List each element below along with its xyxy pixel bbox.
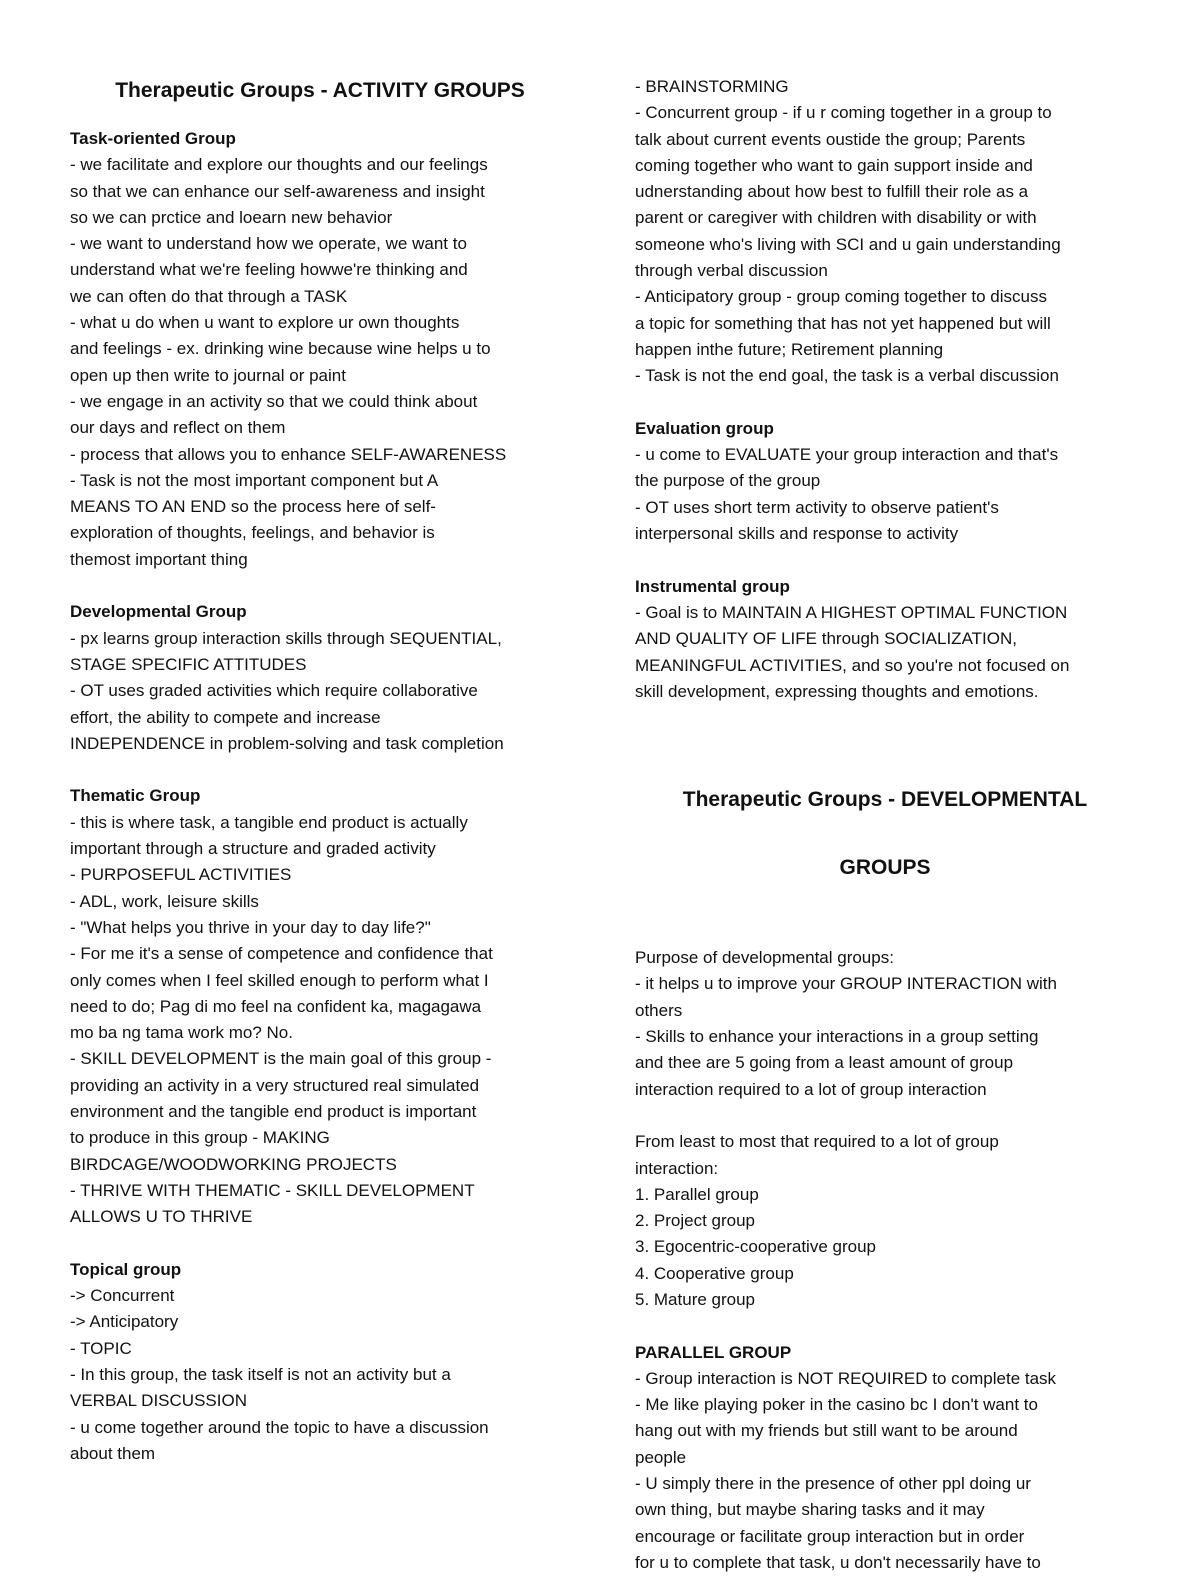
text-line: From least to most that required to a lot of group <box>635 1132 999 1152</box>
text-line: - Me like playing poker in the casino bc I don't want to <box>635 1395 1038 1415</box>
list-item: 4. Cooperative group <box>635 1263 794 1283</box>
text-line: the purpose of the group <box>635 471 821 491</box>
text-line: - this is where task, a tangible end product is actually <box>70 812 468 832</box>
paragraph-gap <box>635 1313 1135 1339</box>
section-topical <box>70 1257 570 1467</box>
section-task-oriented <box>70 126 570 573</box>
text-line: - In this group, the task itself is not an activity but a <box>70 1364 451 1384</box>
text-line: - px learns group interaction skills through SEQUENTIAL, <box>70 628 502 648</box>
paragraph-gap <box>70 573 570 599</box>
section-heading: PARALLEL GROUP <box>635 1342 792 1362</box>
page-title: Therapeutic Groups - ACTIVITY GROUPS <box>115 79 525 102</box>
text-line: - Group interaction is NOT REQUIRED to complete task <box>635 1368 1057 1388</box>
text-line: skill development, expressing thoughts and emotions. <box>635 681 1039 701</box>
text-line: - process that allows you to enhance SELF-AWARENESS <box>70 444 507 464</box>
text-line: - "What helps you thrive in your day to day life?" <box>70 917 431 937</box>
text-line: so we can prctice and loearn new behavior <box>70 207 393 227</box>
text-line: - we facilitate and explore our thoughts and our feelings <box>70 155 488 175</box>
section-heading: Developmental Group <box>70 602 247 622</box>
text-line: - PURPOSEFUL ACTIVITIES <box>70 865 292 885</box>
section-heading: Evaluation group <box>635 418 774 438</box>
text-line: our days and reflect on them <box>70 418 286 438</box>
text-line: AND QUALITY OF LIFE through SOCIALIZATION, <box>635 629 1017 649</box>
section-title <box>635 749 1135 919</box>
section-parallel <box>635 1340 1135 1576</box>
text-line: through verbal discussion <box>635 261 828 281</box>
section-developmental <box>70 599 570 757</box>
section-title-line: GROUPS <box>839 856 931 880</box>
text-line: ALLOWS U TO THRIVE <box>70 1207 253 1227</box>
text-line: exploration of thoughts, feelings, and behavior is <box>70 523 435 543</box>
text-line: only comes when I feel skilled enough to perform what I <box>70 970 489 990</box>
text-line: - THRIVE WITH THEMATIC - SKILL DEVELOPMENT <box>70 1180 475 1200</box>
paragraph-gap <box>635 705 1135 749</box>
continuation-block <box>635 74 1135 390</box>
text-line: mo ba ng tama work mo? No. <box>70 1023 293 1043</box>
text-line: - what u do when u want to explore ur own thoughts <box>70 313 460 333</box>
text-line: STAGE SPECIFIC ATTITUDES <box>70 654 307 674</box>
text-line: people <box>635 1447 687 1467</box>
text-line: -> Anticipatory <box>70 1312 179 1332</box>
text-line: - TOPIC <box>70 1338 132 1358</box>
text-line: need to do; Pag di mo feel na confident ka, magagawa <box>70 996 482 1016</box>
text-line: understand what we're feeling howwe're thinking and <box>70 260 468 280</box>
text-line: open up then write to journal or paint <box>70 365 346 385</box>
text-line: hang out with my friends but still want to be around <box>635 1421 1018 1441</box>
text-line: - U simply there in the presence of other ppl doing ur <box>635 1474 1031 1494</box>
paragraph-gap <box>635 547 1135 573</box>
paragraph-gap <box>635 390 1135 416</box>
section-heading: Instrumental group <box>635 576 790 596</box>
section-title-line: Therapeutic Groups - DEVELOPMENTAL <box>682 788 1088 812</box>
section-heading: Topical group <box>70 1259 182 1279</box>
text-line: parent or caregiver with children with disability or with <box>635 208 1037 228</box>
text-line: VERBAL DISCUSSION <box>70 1391 247 1411</box>
section-heading: Task-oriented Group <box>70 129 236 148</box>
text-line: providing an activity in a very structured real simulated <box>70 1075 480 1095</box>
text-line: environment and the tangible end product is important <box>70 1101 477 1121</box>
text-line: INDEPENDENCE in problem-solving and task completion <box>70 733 504 753</box>
text-line: important through a structure and graded activity <box>70 839 436 859</box>
text-line: own thing, but maybe sharing tasks and it may <box>635 1500 985 1520</box>
section-instrumental <box>635 574 1135 705</box>
text-line: - OT uses graded activities which require collaborative <box>70 681 478 701</box>
text-line: effort, the ability to compete and increase <box>70 707 381 727</box>
list-item: 2. Project group <box>635 1211 756 1231</box>
text-line: - BRAINSTORMING <box>635 77 789 96</box>
section-thematic <box>70 783 570 1230</box>
right-column <box>635 74 1135 1576</box>
text-line: - Goal is to MAINTAIN A HIGHEST OPTIMAL FUNCTION <box>635 602 1068 622</box>
text-line: and thee are 5 going from a least amount of group <box>635 1053 1014 1073</box>
text-line: - SKILL DEVELOPMENT is the main goal of this group - <box>70 1049 492 1069</box>
text-line: interaction required to a lot of group interaction <box>635 1079 987 1099</box>
text-line: interaction: <box>635 1158 719 1178</box>
text-line: so that we can enhance our self-awareness and insight <box>70 181 485 201</box>
text-line: talk about current events oustide the group; Parents <box>635 129 1026 149</box>
text-line: - ADL, work, leisure skills <box>70 891 259 911</box>
text-line: - we want to understand how we operate, we want to <box>70 234 467 254</box>
text-line: - we engage in an activity so that we could think about <box>70 391 478 411</box>
text-line: a topic for something that has not yet happened but will <box>635 313 1051 333</box>
text-line: and feelings - ex. drinking wine because wine helps u to <box>70 339 491 359</box>
text-line: for u to complete that task, u don't necessarily have to <box>635 1552 1041 1572</box>
text-line: - OT uses short term activity to observe patient's <box>635 497 999 517</box>
list-item: 5. Mature group <box>635 1289 756 1309</box>
text-line: - Skills to enhance your interactions in a group setting <box>635 1027 1039 1047</box>
text-line: themost important thing <box>70 549 248 569</box>
left-column <box>70 74 570 1467</box>
text-line: MEANINGFUL ACTIVITIES, and so you're not focused on <box>635 655 1070 675</box>
order-list <box>635 1129 1135 1313</box>
paragraph-gap <box>635 1103 1135 1129</box>
section-evaluation <box>635 416 1135 547</box>
text-line: - Task is not the end goal, the task is a verbal discussion <box>635 366 1059 386</box>
text-line: - Anticipatory group - group coming together to discuss <box>635 287 1047 307</box>
text-line: about them <box>70 1443 156 1463</box>
text-line: someone who's living with SCI and u gain understanding <box>635 234 1061 254</box>
text-line: interpersonal skills and response to activity <box>635 524 959 544</box>
paragraph-gap <box>70 1230 570 1256</box>
text-line: BIRDCAGE/WOODWORKING PROJECTS <box>70 1154 397 1174</box>
text-line: Purpose of developmental groups: <box>635 948 894 968</box>
text-line: - u come together around the topic to have a discussion <box>70 1417 489 1437</box>
paragraph-gap <box>70 757 570 783</box>
text-line: encourage or facilitate group interaction but in order <box>635 1526 1025 1546</box>
text-line: others <box>635 1000 683 1020</box>
list-item: 1. Parallel group <box>635 1184 759 1204</box>
text-line: happen inthe future; Retirement planning <box>635 339 944 359</box>
text-line: coming together who want to gain support inside and <box>635 155 1033 175</box>
text-line: -> Concurrent <box>70 1286 175 1306</box>
text-line: to produce in this group - MAKING <box>70 1128 330 1148</box>
list-item: 3. Egocentric-cooperative group <box>635 1237 876 1257</box>
text-line: - u come to EVALUATE your group interaction and that's <box>635 445 1059 465</box>
text-line: we can often do that through a TASK <box>70 286 348 306</box>
text-line: - Task is not the most important component but A <box>70 470 439 490</box>
text-line: udnerstanding about how best to fulfill their role as a <box>635 182 1029 202</box>
text-line: - it helps u to improve your GROUP INTERACTION with <box>635 974 1057 994</box>
text-line: - For me it's a sense of competence and confidence that <box>70 944 493 964</box>
section-heading: Thematic Group <box>70 786 201 806</box>
text-line: - Concurrent group - if u r coming together in a group to <box>635 103 1052 123</box>
purpose-block <box>635 945 1135 1103</box>
text-line: MEANS TO AN END so the process here of self- <box>70 497 436 517</box>
